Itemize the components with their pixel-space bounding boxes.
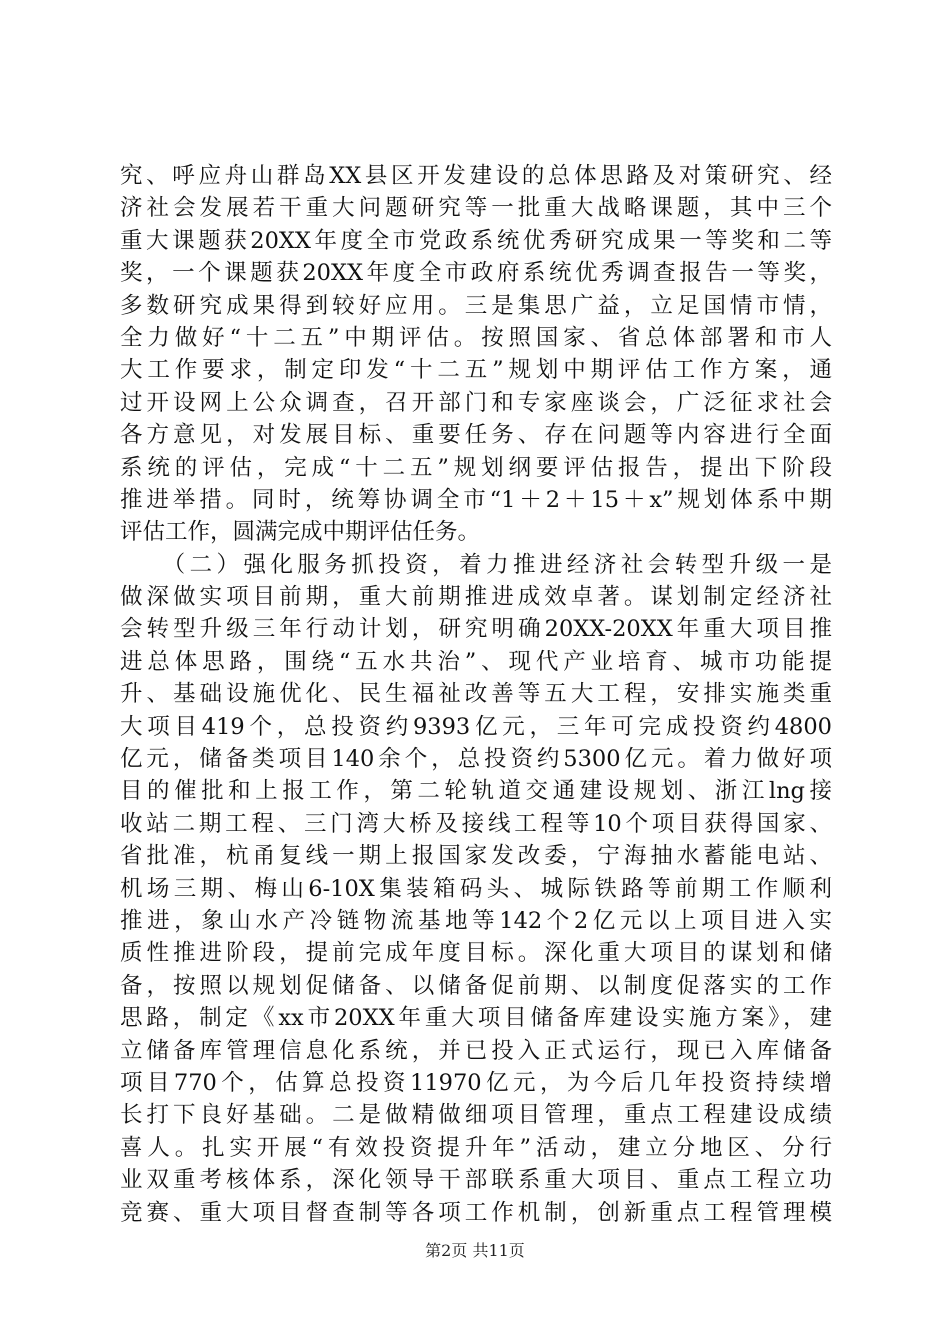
text-line: 质性推进阶段，提前完成年度目标。深化重大项目的谋划和储 (120, 940, 832, 967)
text-line: 竞赛、重大项目督查制等各项工作机制，创新重点工程管理模 (120, 1199, 832, 1226)
text-line: 系统的评估，完成“十二五”规划纲要评估报告，提出下阶段 (120, 454, 832, 481)
text-line: 全力做好“十二五”中期评估。按照国家、省总体部署和市人 (120, 324, 832, 351)
text-line: 目的催批和上报工作，第二轮轨道交通建设规划、浙江lng接 (120, 778, 832, 805)
text-line: 推进，象山水产冷链物流基地等142个2亿元以上项目进入实 (120, 907, 832, 934)
text-line: 省批准，杭甬复线一期上报国家发改委，宁海抽水蓄能电站、 (120, 843, 832, 870)
text-line: 升、基础设施优化、民生福祉改善等五大工程，安排实施类重 (120, 681, 832, 708)
section-heading-line: （二）强化服务抓投资，着力推进经济社会转型升级一是 (120, 551, 832, 578)
text-line: 大工作要求，制定印发“十二五”规划中期评估工作方案，通 (120, 357, 832, 384)
text-line: 进总体思路，围绕“五水共治”、现代产业培育、城市功能提 (120, 648, 832, 675)
text-line: 亿元，储备类项目140余个，总投资约5300亿元。着力做好项 (120, 746, 832, 773)
body-text (120, 160, 832, 1229)
text-line: 思路，制定《xx市20XX年重大项目储备库建设实施方案》，建 (120, 1005, 832, 1032)
text-line: 评估工作，圆满完成中期评估任务。 (120, 519, 481, 546)
text-line: 多数研究成果得到较好应用。三是集思广益，立足国情市情， (120, 292, 832, 319)
text-line: 推进举措。同时，统筹协调全市“1＋2＋15＋x”规划体系中期 (120, 486, 832, 513)
text-line: 业双重考核体系，深化领导干部联系重大项目、重点工程立功 (120, 1167, 832, 1194)
text-line: 机场三期、梅山6-10X集装箱码头、城际铁路等前期工作顺利 (120, 875, 832, 902)
page-footer: 第2页 共11页 (425, 1241, 525, 1260)
text-line: 收站二期工程、三门湾大桥及接线工程等10个项目获得国家、 (120, 810, 832, 837)
text-line: 大项目419个，总投资约9393亿元，三年可完成投资约4800 (120, 713, 832, 740)
text-line: 奖，一个课题获20XX年度全市政府系统优秀调查报告一等奖， (120, 260, 832, 287)
text-line: 会转型升级三年行动计划，研究明确20XX-20XX年重大项目推 (120, 616, 832, 643)
text-line: 究、呼应舟山群岛XX县区开发建设的总体思路及对策研究、经 (120, 163, 832, 189)
text-line: 立储备库管理信息化系统，并已投入正式运行，现已入库储备 (120, 1037, 832, 1064)
text-line: 做深做实项目前期，重大前期推进成效卓著。谋划制定经济社 (120, 584, 832, 611)
text-line: 备，按照以规划促储备、以储备促前期、以制度促落实的工作 (120, 972, 832, 999)
text-line: 喜人。扎实开展“有效投资提升年”活动，建立分地区、分行 (120, 1134, 832, 1161)
text-line: 长打下良好基础。二是做精做细项目管理，重点工程建设成绩 (120, 1102, 832, 1129)
text-line: 过开设网上公众调查，召开部门和专家座谈会，广泛征求社会 (120, 389, 832, 416)
text-line: 各方意见，对发展目标、重要任务、存在问题等内容进行全面 (120, 422, 832, 449)
text-line: 济社会发展若干重大问题研究等一批重大战略课题，其中三个 (120, 195, 832, 222)
text-line: 重大课题获20XX年度全市党政系统优秀研究成果一等奖和二等 (120, 227, 832, 254)
text-line: 项目770个，估算总投资11970亿元，为今后几年投资持续增 (120, 1069, 832, 1096)
